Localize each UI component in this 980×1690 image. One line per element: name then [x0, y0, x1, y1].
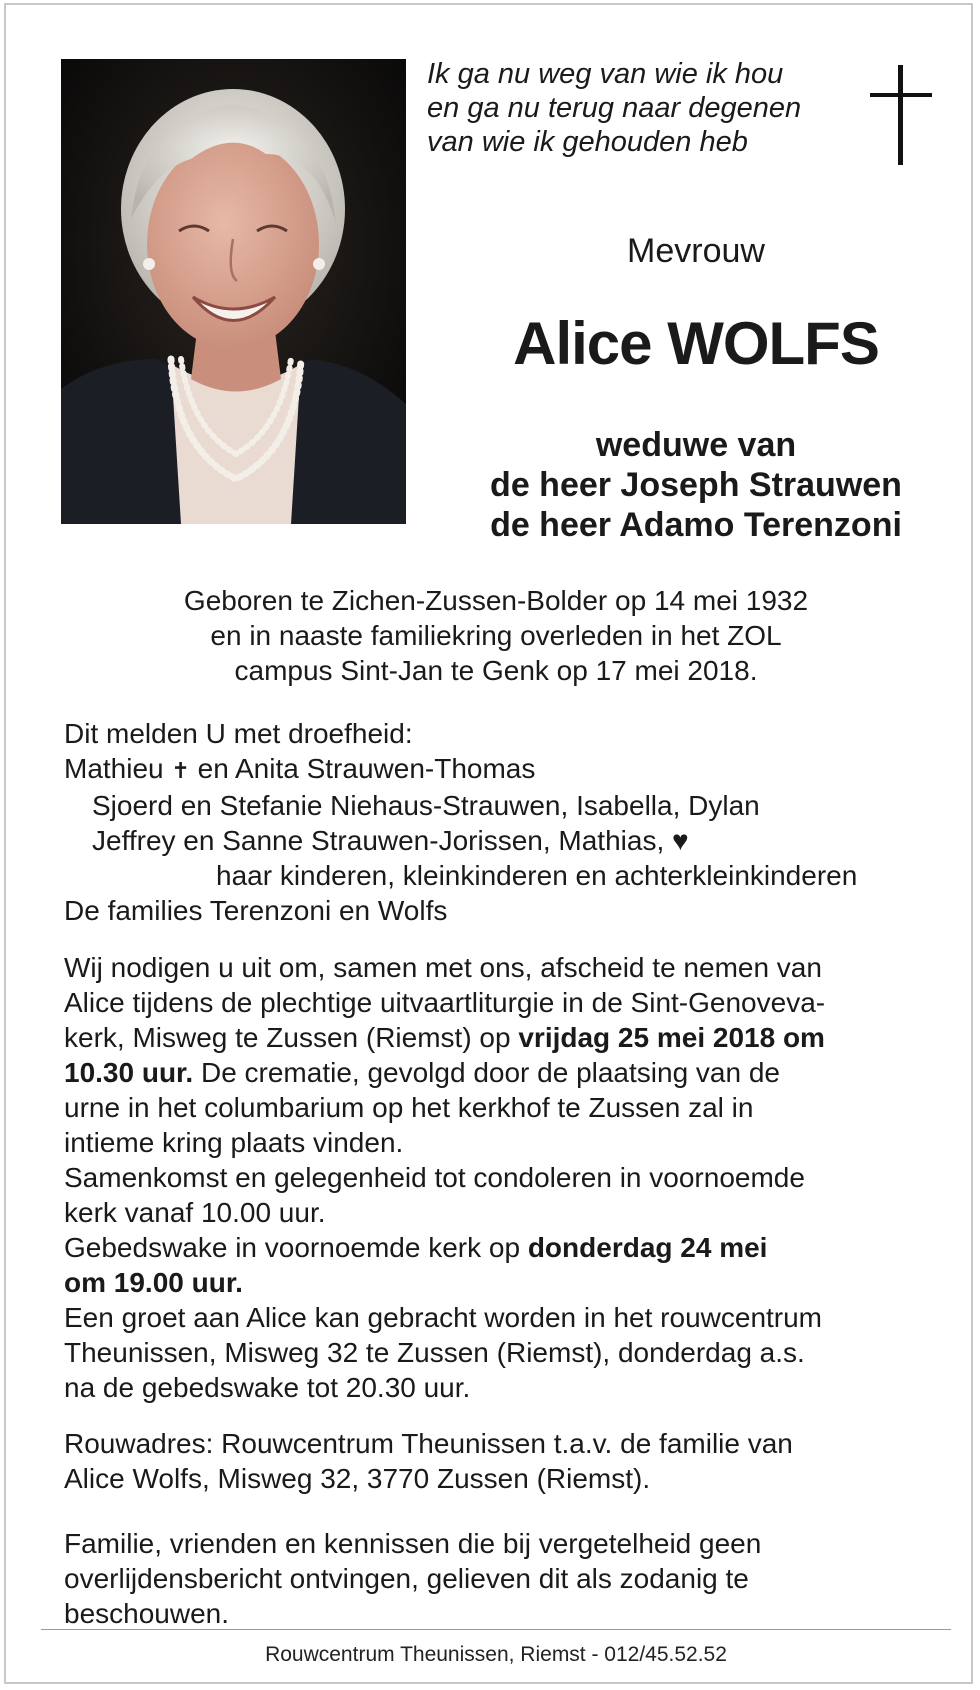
service-line: Wij nodigen u uit om, samen met ons, afscheid te nemen van	[64, 952, 822, 983]
birth-death-line: campus Sint-Jan te Genk op 17 mei 2018.	[234, 655, 758, 686]
service-line: Samenkomst en gelegenheid tot condoleren in voornoemde	[64, 1162, 805, 1193]
address-line: Alice Wolfs, Misweg 32, 3770 Zussen (Riemst).	[64, 1463, 651, 1494]
widow-line: de heer Adamo Terenzoni	[490, 506, 902, 544]
deceased-cross-icon: ✝	[171, 758, 190, 783]
family-line: Sjoerd en Stefanie Niehaus-Strauwen, Isabella, Dylan	[92, 790, 760, 821]
family-line	[64, 823, 934, 858]
closing-line: beschouwen.	[64, 1598, 230, 1629]
service-line: Alice tijdens de plechtige uitvaartliturgie in de Sint-Genoveva-	[64, 987, 826, 1018]
funeral-date: vrijdag 25 mei 2018 om	[518, 1022, 825, 1053]
family-name: en Anita Strauwen-Thomas	[189, 753, 536, 784]
poem	[427, 57, 847, 159]
vigil-time: om 19.00 uur.	[64, 1267, 243, 1298]
footer-divider	[41, 1629, 951, 1630]
portrait-photo	[61, 59, 406, 524]
widow-of	[426, 425, 966, 545]
widow-line: de heer Joseph Strauwen	[490, 466, 902, 504]
poem-line: van wie ik gehouden heb	[427, 126, 748, 158]
service-line: Theunissen, Misweg 32 te Zussen (Riemst), donderdag a.s.	[64, 1337, 805, 1368]
birth-death-info	[46, 583, 946, 688]
family-intro: Dit melden U met droefheid:	[64, 718, 413, 749]
service-text: De crematie, gevolgd door de plaatsing van de	[193, 1057, 780, 1088]
service-info	[64, 950, 934, 1405]
poem-line: Ik ga nu weg van wie ik hou	[427, 58, 784, 90]
service-line	[64, 1265, 934, 1300]
family-line: De families Terenzoni en Wolfs	[64, 895, 448, 926]
closing-line: overlijdensbericht ontvingen, gelieven dit als zodanig te	[64, 1563, 749, 1594]
widow-line: weduwe van	[595, 426, 797, 464]
closing-note	[64, 1526, 934, 1631]
service-line	[64, 1055, 934, 1090]
family-announcement	[64, 716, 934, 928]
service-line: urne in het columbarium op het kerkhof te Zussen zal in	[64, 1092, 754, 1123]
vigil-date: donderdag 24 mei	[527, 1232, 768, 1263]
family-name: Mathieu	[64, 753, 164, 784]
service-line: kerk vanaf 10.00 uur.	[64, 1197, 326, 1228]
funeral-time: 10.30 uur.	[64, 1057, 194, 1088]
funeral-home-footer: Rouwcentrum Theunissen, Riemst - 012/45.52.52	[265, 1643, 727, 1666]
mourning-address	[64, 1426, 934, 1496]
salutation: Mevrouw	[627, 232, 765, 270]
closing-line: Familie, vrienden en kennissen die bij vergetelheid geen	[64, 1528, 762, 1559]
cross-icon	[870, 65, 932, 165]
service-text: kerk, Misweg te Zussen (Riemst) op	[64, 1022, 519, 1053]
portrait-illustration	[61, 59, 406, 524]
service-line: Een groet aan Alice kan gebracht worden in het rouwcentrum	[64, 1302, 823, 1333]
service-line: na de gebedswake tot 20.30 uur.	[64, 1372, 471, 1403]
service-text: Gebedswake in voornoemde kerk op	[64, 1232, 528, 1263]
birth-death-line: Geboren te Zichen-Zussen-Bolder op 14 mei 1932	[183, 585, 809, 616]
family-line	[64, 751, 934, 788]
poem-line: en ga nu terug naar degenen	[427, 92, 802, 124]
deceased-name: Alice WOLFS	[513, 310, 879, 377]
heart-icon: ♥	[672, 825, 689, 856]
family-name: Jeffrey en Sanne Strauwen-Jorissen, Mathias,	[92, 825, 673, 856]
obituary-card	[4, 3, 973, 1684]
address-line: Rouwadres: Rouwcentrum Theunissen t.a.v. de familie van	[64, 1428, 793, 1459]
service-line: intieme kring plaats vinden.	[64, 1127, 404, 1158]
service-line	[64, 1230, 934, 1265]
family-line: haar kinderen, kleinkinderen en achterkleinkinderen	[216, 860, 858, 891]
birth-death-line: en in naaste familiekring overleden in het ZOL	[210, 620, 782, 651]
service-line	[64, 1020, 934, 1055]
